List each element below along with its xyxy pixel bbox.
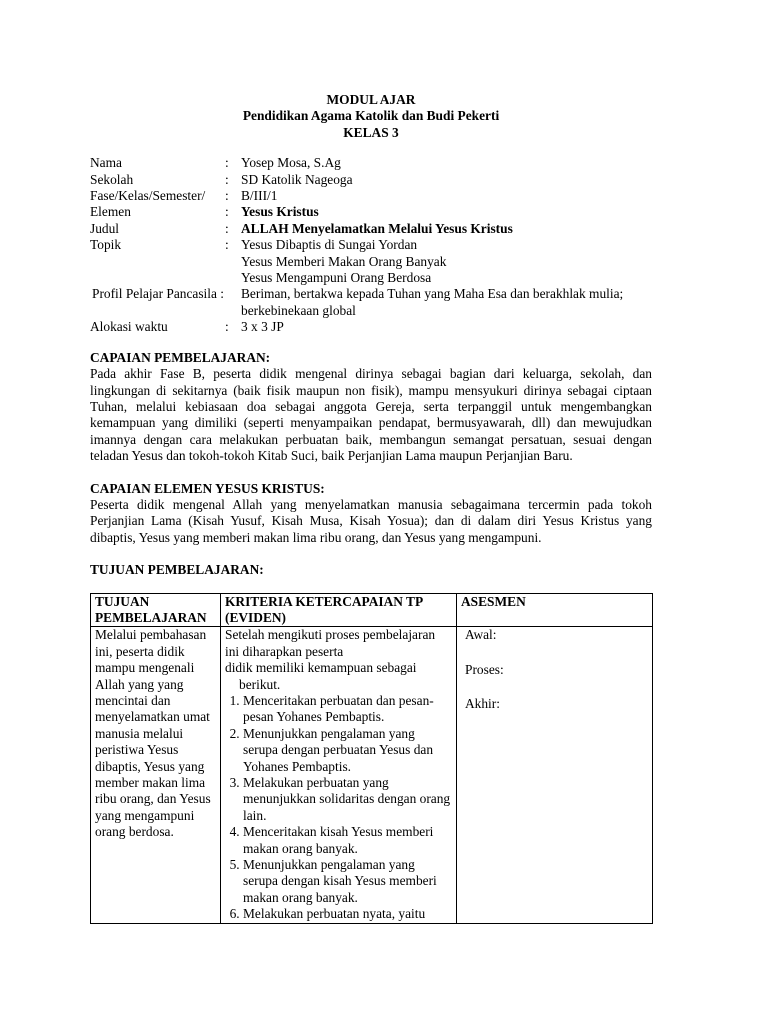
info-label: Alokasi waktu [90, 319, 168, 335]
list-item: 5. Menunjukkan pengalaman yang serupa dengan kisah Yesus memberi makan orang banyak. [243, 857, 452, 906]
info-colon: : [225, 155, 229, 171]
info-value: B/III/1 [241, 188, 278, 204]
document-title: MODUL AJAR [326, 92, 416, 107]
info-colon: : [225, 220, 229, 236]
info-label: Fase/Kelas/Semester/ [90, 188, 206, 204]
document-subject: Pendidikan Agama Katolik dan Budi Pekerti [242, 108, 500, 124]
info-value: SD Katolik Nageoga [241, 171, 353, 187]
section-capaian-pembelajaran [90, 350, 652, 465]
table-header-cell: ASESMEN [457, 593, 653, 627]
tujuan-cell: Melalui pembahasan ini, peserta didik mampu mengenali Allah yang yang mencintai dan menyelamatkan umat manusia melalui peristiwa Yesus dibaptis, Yesus yang member makan lima ribu orang, dan Yesus yang mengampuni orang berdosa. [91, 627, 221, 923]
section-capaian-elemen [90, 481, 652, 547]
kriteria-intro: didik memiliki kemampuan sebagai [225, 660, 417, 676]
table-header-cell: TUJUAN PEMBELAJARAN [91, 593, 221, 627]
info-colon: : [225, 319, 229, 335]
section-paragraph: Pada akhir Fase B, peserta didik mengenal dirinya sebagai bagian dari keluarga, sekolah, dan lingkungan di sekitarnya (baik fisik maupun non fisik), mampu mensyukuri dirinya sebagai ciptaan Tuhan, melalui kebiasaan doa sebagai anggota Gereja, serta terpanggil untuk mengembangkan kemampuan yang dimiliki (seperti menyampaikan pendapat, bermusyawarah, dll) dan mewujudkan imannya dengan cara melakukan perbuatan baik, membangun semangat persatuan, sesuai dengan teladan Yesus dan tokoh-tokoh Kitab Suci, baik Perjanjian Lama maupun Perjanjian Baru. [90, 366, 652, 464]
info-value: ALLAH Menyelamatkan Melalui Yesus Kristus [241, 220, 513, 236]
list-item: 3. Melakukan perbuatan yang menunjukkan solidaritas dengan orang lain. [243, 775, 452, 824]
document-page [90, 92, 652, 924]
tujuan-table [90, 593, 653, 924]
info-colon: : [225, 188, 229, 204]
info-value: Yesus Kristus [241, 204, 319, 220]
title-block [90, 92, 652, 141]
info-row-nama [90, 155, 652, 171]
info-value: Yosep Mosa, S.Ag [241, 155, 341, 171]
kriteria-list [225, 693, 452, 923]
list-item: 4. Menceritakan kisah Yesus memberi makan orang banyak. [243, 824, 452, 857]
info-label: Topik [90, 237, 122, 253]
info-row-sekolah [90, 172, 652, 188]
profil-item: berkebinekaan global [241, 302, 356, 318]
info-row-alokasi [90, 319, 652, 335]
topik-item: Yesus Mengampuni Orang Berdosa [241, 270, 432, 286]
list-item: 1. Menceritakan perbuatan dan pesan-pesan Yohanes Pembaptis. [243, 693, 452, 726]
info-colon: : [225, 204, 229, 220]
asesmen-item: Proses: [465, 661, 504, 677]
asesmen-cell [457, 627, 653, 923]
section-heading: CAPAIAN PEMBELAJARAN: [90, 349, 271, 365]
info-label: Elemen [90, 204, 131, 220]
section-paragraph: Peserta didik mengenal Allah yang menyelamatkan manusia sebagaimana tercermin pada tokoh Perjanjian Lama (Kisah Yusuf, Kisah Musa, Kisah Yosua); dan di dalam diri Yesus Kristus yang dibaptis, Yesus yang memberi makan lima ribu orang, dan Yesus yang mengampuni. [90, 496, 652, 545]
info-row-judul [90, 221, 652, 237]
info-colon: : [225, 171, 229, 187]
info-label: Profil Pelajar Pancasila : [92, 286, 225, 302]
section-tujuan [90, 562, 652, 924]
info-block [90, 155, 652, 335]
kriteria-intro: berikut. [239, 676, 281, 692]
info-value-list [241, 286, 652, 319]
asesmen-item: Akhir: [465, 696, 500, 712]
info-row-fase [90, 188, 652, 204]
kriteria-cell [221, 627, 457, 923]
info-value: 3 x 3 JP [241, 319, 284, 335]
info-row-elemen [90, 204, 652, 220]
info-label: Nama [90, 155, 122, 171]
info-colon: : [225, 237, 229, 253]
topik-item: Yesus Dibaptis di Sungai Yordan [241, 237, 418, 253]
table-header-row [91, 593, 653, 627]
info-value-list [241, 237, 652, 286]
info-label: Judul [90, 220, 120, 236]
kriteria-intro: Setelah mengikuti proses pembelajaran ini diharapkan peserta [225, 627, 436, 659]
topik-item: Yesus Memberi Makan Orang Banyak [241, 253, 447, 269]
info-row-topik [90, 237, 652, 286]
profil-item: Beriman, bertakwa kepada Tuhan yang Maha Esa dan berakhlak mulia; [241, 286, 624, 302]
asesmen-item: Awal: [465, 627, 497, 643]
info-row-profil [90, 286, 652, 319]
list-item: 6. Melakukan perbuatan nyata, yaitu [243, 906, 452, 922]
list-item: 2. Menunjukkan pengalaman yang serupa dengan perbuatan Yesus dan Yohanes Pembaptis. [243, 726, 452, 775]
section-heading: CAPAIAN ELEMEN YESUS KRISTUS: [90, 480, 325, 496]
table-row [91, 627, 653, 923]
section-heading: TUJUAN PEMBELAJARAN: [90, 562, 264, 578]
info-label: Sekolah [90, 171, 134, 187]
document-class: KELAS 3 [343, 124, 399, 140]
table-header-cell: KRITERIA KETERCAPAIAN TP (EVIDEN) [221, 593, 457, 627]
